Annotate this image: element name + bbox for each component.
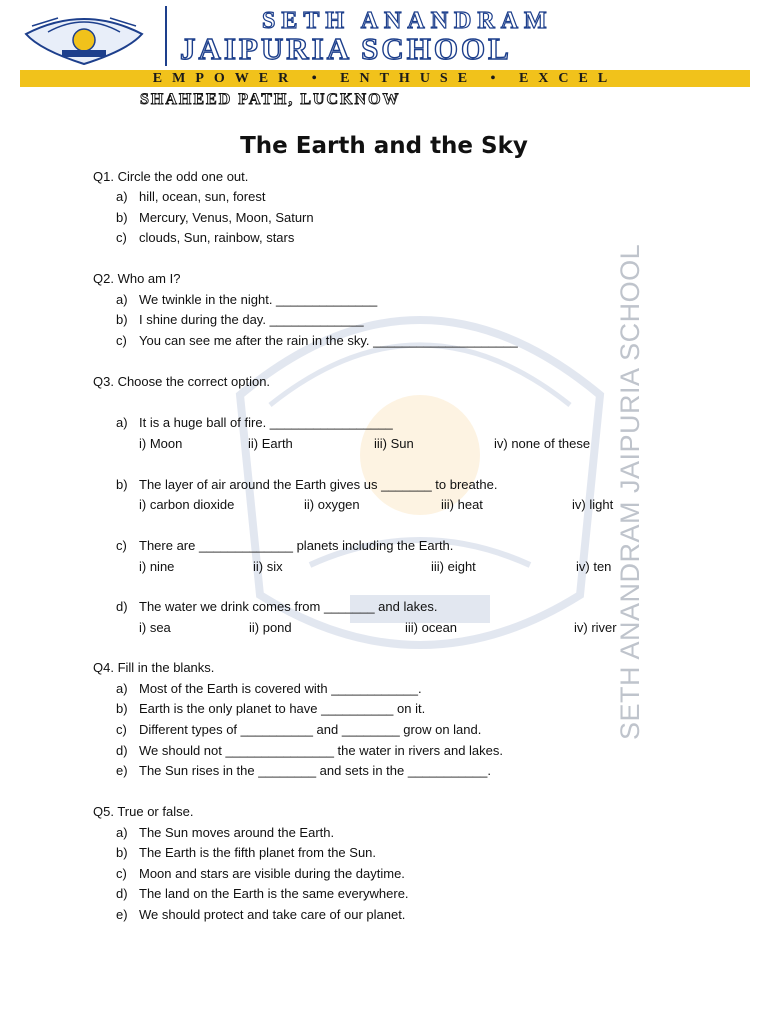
school-header	[0, 0, 768, 115]
q2-item-text: You can see me after the rain in the sky. ____________________	[139, 333, 518, 348]
q2-item-text: We twinkle in the night. ______________	[139, 292, 378, 307]
q4-item-text: Earth is the only planet to have __________ on it.	[139, 701, 426, 716]
q1-item-text: clouds, Sun, rainbow, stars	[139, 230, 295, 245]
q3a-option: iv) none of these	[494, 436, 591, 451]
q2-item-text: I shine during the day. _____________	[139, 312, 364, 327]
q4-item-label: b)	[116, 701, 128, 716]
q3-item-label: a)	[116, 415, 128, 430]
q5-item-label: a)	[116, 825, 128, 840]
q3d-option: iv) river	[574, 620, 617, 635]
q2-item-label: c)	[116, 333, 127, 348]
header-divider	[165, 6, 167, 66]
q3b-option: iv) light	[572, 497, 614, 512]
q2-item-label: a)	[116, 292, 128, 307]
q3-item-text: There are _____________ planets including the Earth.	[139, 538, 454, 553]
q4-heading: Q4. Fill in the blanks.	[93, 660, 215, 675]
q3-item-text: The water we drink comes from _______ and lakes.	[139, 599, 438, 614]
q3b-option: iii) heat	[441, 497, 483, 512]
q5-item-label: e)	[116, 907, 128, 922]
q4-item-text: Different types of __________ and ________ grow on land.	[139, 722, 482, 737]
q3c-option: ii) six	[253, 559, 283, 574]
q3-item-label: c)	[116, 538, 127, 553]
q3-item-text: The layer of air around the Earth gives us _______ to breathe.	[139, 477, 498, 492]
q5-item-text: We should protect and take care of our planet.	[139, 907, 406, 922]
q3-heading: Q3. Choose the correct option.	[93, 374, 271, 389]
school-name-main: JAIPURIA SCHOOL	[180, 31, 512, 66]
q3d-option: i) sea	[139, 620, 171, 635]
q5-item-text: The Earth is the fifth planet from the Sun.	[139, 845, 377, 860]
q2-item-label: b)	[116, 312, 128, 327]
q1-item-label: c)	[116, 230, 127, 245]
worksheet-title: The Earth and the Sky	[240, 133, 528, 159]
watermark-side-text: SETH ANANDRAM JAIPURIA SCHOOL	[615, 243, 645, 740]
q4-item-label: a)	[116, 681, 128, 696]
q4-item-text: Most of the Earth is covered with ____________.	[139, 681, 422, 696]
q3d-option: ii) pond	[249, 620, 292, 635]
q3a-option: iii) Sun	[374, 436, 414, 451]
q3b-option: i) carbon dioxide	[139, 497, 235, 512]
school-address: SHAHEED PATH, LUCKNOW	[140, 91, 401, 108]
q5-item-text: Moon and stars are visible during the daytime.	[139, 866, 405, 881]
q3a-option: ii) Earth	[248, 436, 293, 451]
q3-item-text: It is a huge ball of fire. _________________	[139, 415, 393, 430]
q1-item-text: Mercury, Venus, Moon, Saturn	[139, 210, 314, 225]
q1-item-label: b)	[116, 210, 128, 225]
q5-item-label: b)	[116, 845, 128, 860]
school-crest-logo	[18, 6, 150, 68]
q4-item-label: e)	[116, 763, 128, 778]
q1-item-text: hill, ocean, sun, forest	[139, 189, 266, 204]
q4-item-text: The Sun rises in the ________ and sets in the ___________.	[139, 763, 491, 778]
school-name-top: SETH ANANDRAM	[262, 8, 553, 34]
school-motto-band: EMPOWER • ENTHUSE • EXCEL	[20, 70, 750, 87]
q3c-option: iii) eight	[431, 559, 476, 574]
q5-item-label: c)	[116, 866, 127, 881]
q3-item-label: d)	[116, 599, 128, 614]
q4-item-text: We should not _______________ the water in rivers and lakes.	[139, 743, 504, 758]
q3-item-label: b)	[116, 477, 128, 492]
q1-item-label: a)	[116, 189, 128, 204]
q4-item-label: d)	[116, 743, 128, 758]
q3d-option: iii) ocean	[405, 620, 458, 635]
q3c-option: i) nine	[139, 559, 175, 574]
q3c-option: iv) ten	[576, 559, 612, 574]
q3a-option: i) Moon	[139, 436, 183, 451]
q5-item-label: d)	[116, 886, 128, 901]
q5-item-text: The Sun moves around the Earth.	[139, 825, 335, 840]
q4-item-label: c)	[116, 722, 127, 737]
q1-heading: Q1. Circle the odd one out.	[93, 169, 249, 184]
q5-item-text: The land on the Earth is the same everywhere.	[139, 886, 409, 901]
q2-heading: Q2. Who am I?	[93, 271, 181, 286]
q3b-option: ii) oxygen	[304, 497, 360, 512]
q5-heading: Q5. True or false.	[93, 804, 194, 819]
